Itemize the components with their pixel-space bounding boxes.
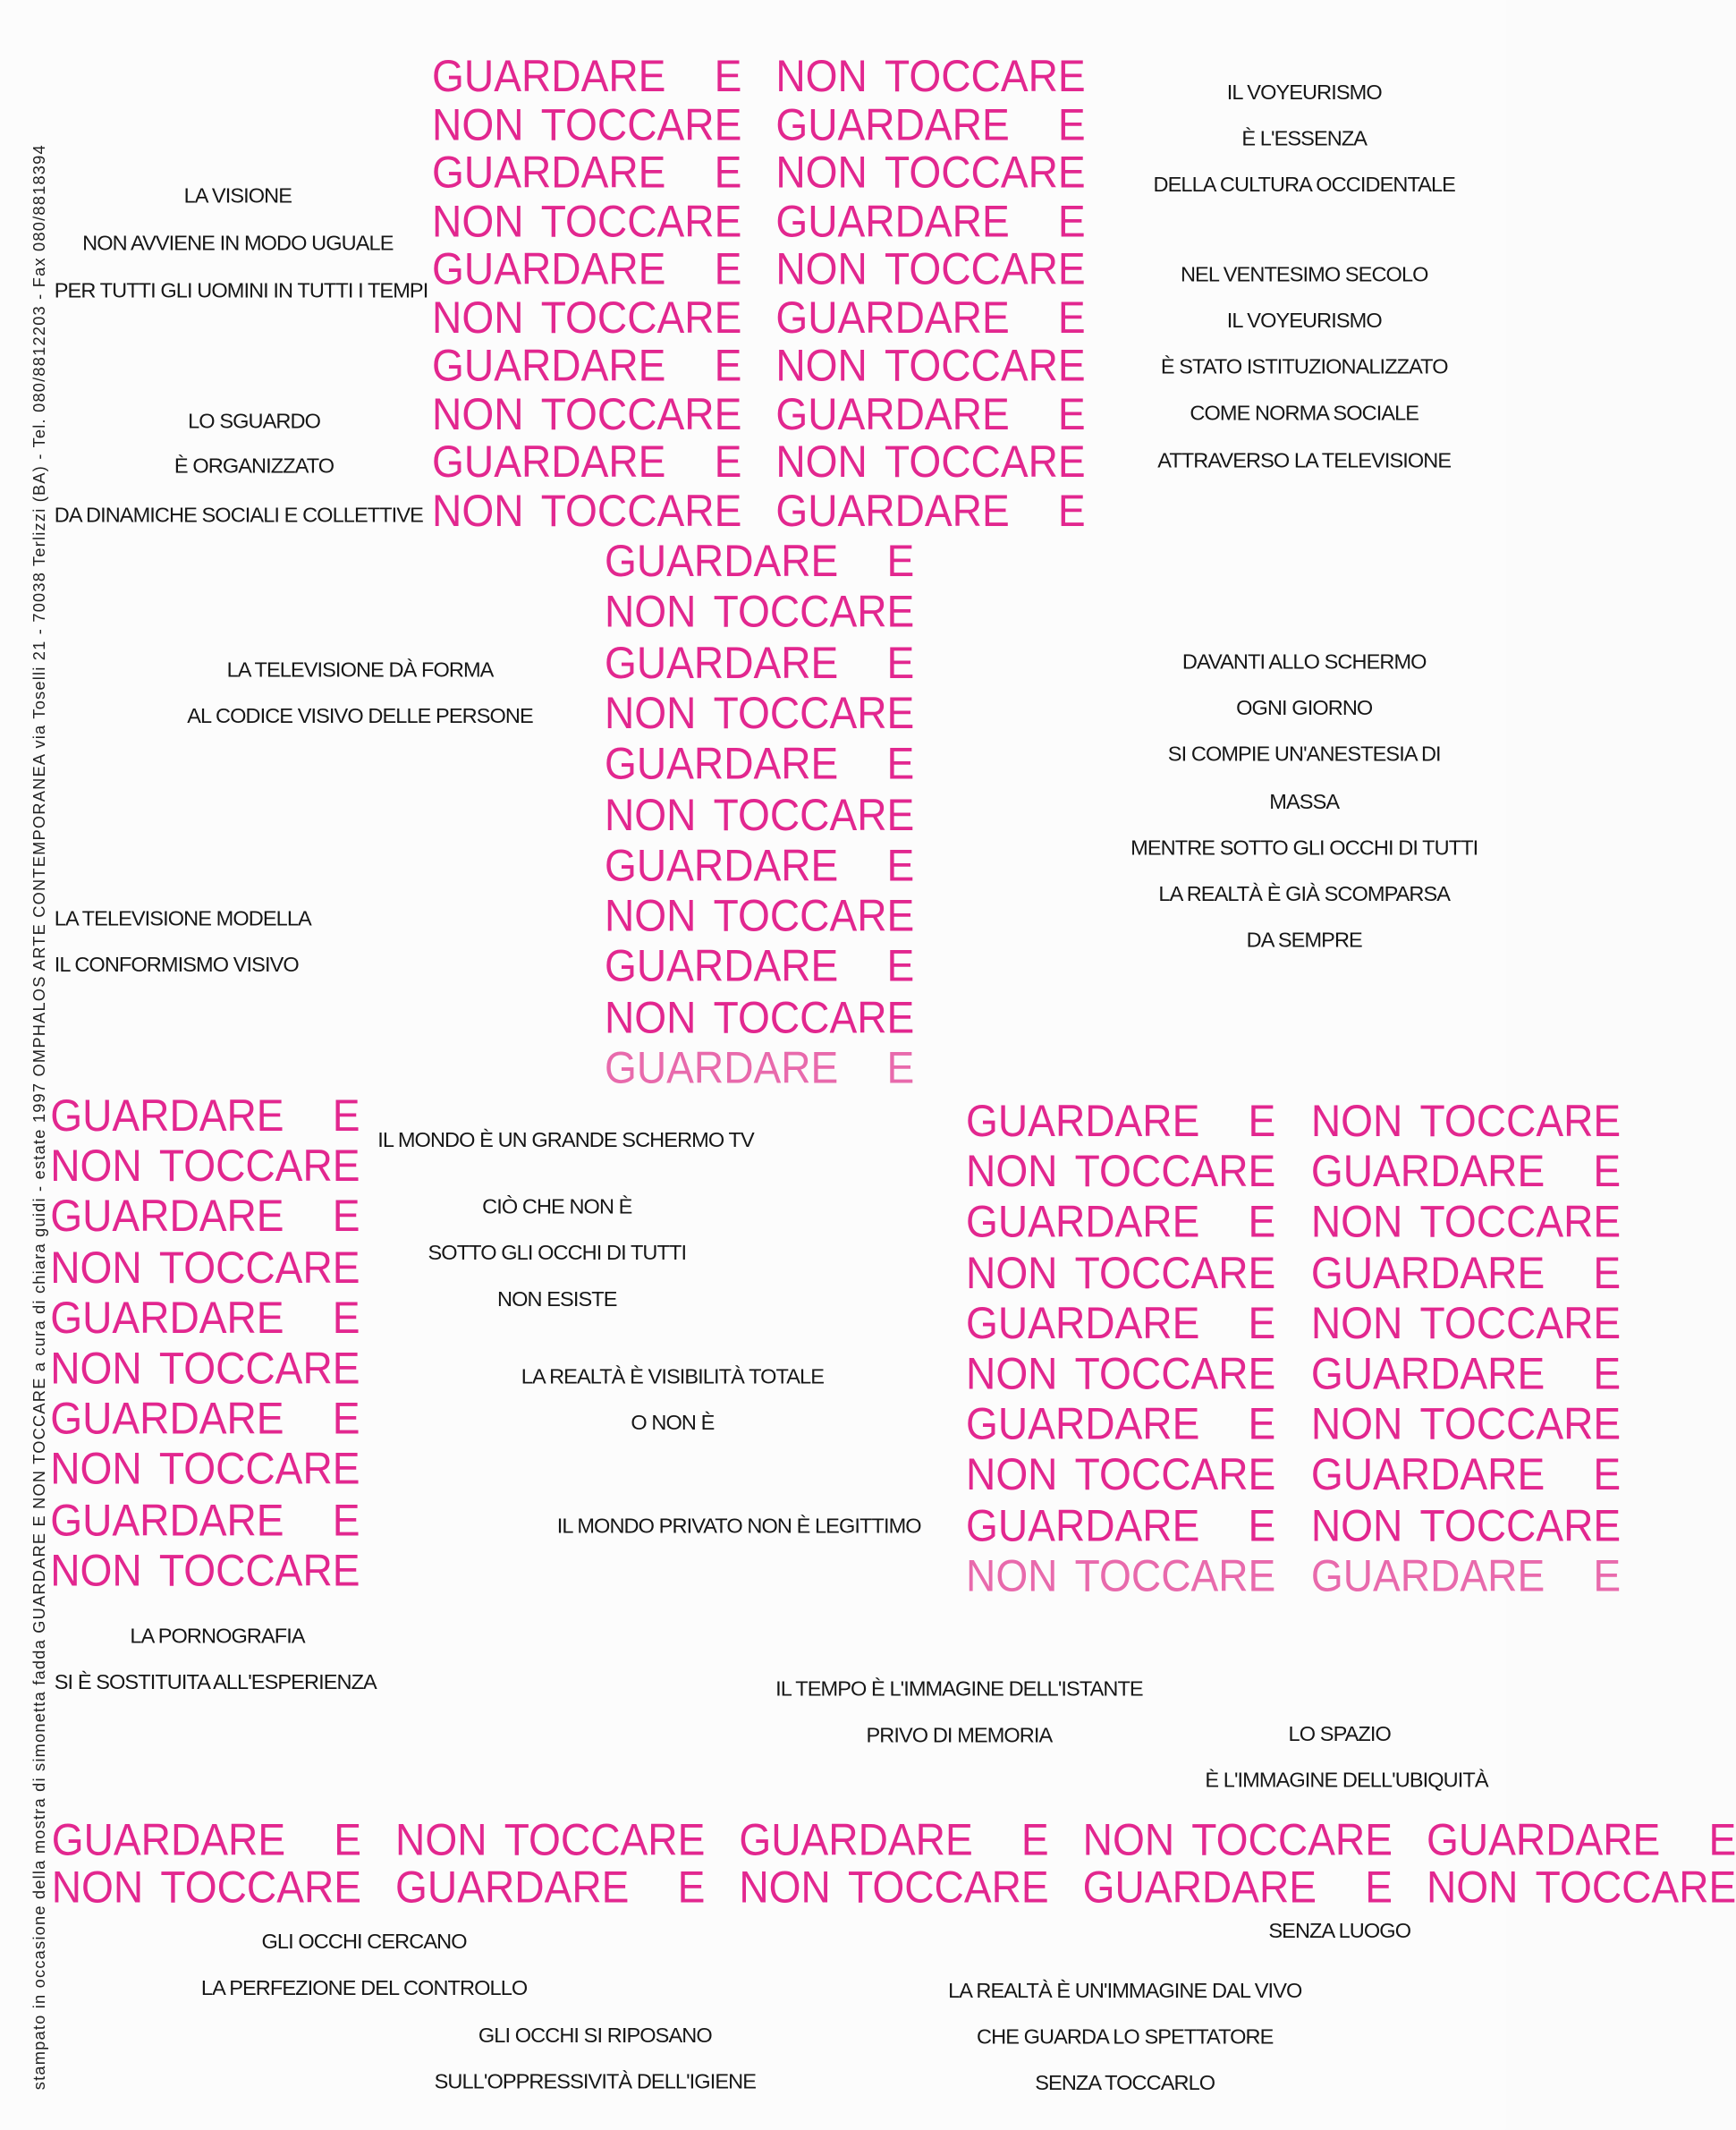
- phrase-word: E: [1593, 1549, 1622, 1601]
- phrase-word: E: [1248, 1499, 1276, 1550]
- phrase-word: E: [332, 1393, 360, 1444]
- phrase-word: NON: [50, 1241, 142, 1292]
- phrase-non-toccare: [432, 387, 742, 438]
- phrase-word: E: [334, 1813, 362, 1865]
- phrase-word: GUARDARE: [432, 147, 666, 198]
- phrase-word: TOCCARE: [158, 1544, 360, 1595]
- phrase-guardare-e: [966, 1095, 1276, 1146]
- phrase-word: TOCCARE: [158, 1241, 360, 1292]
- phrase-guardare-e: [775, 291, 1086, 343]
- phrase-non-toccare: [604, 890, 915, 941]
- phrase-word: GUARDARE: [1310, 1347, 1545, 1399]
- phrase-word: NON: [1082, 1813, 1175, 1865]
- phrase-word: GUARDARE: [604, 738, 839, 789]
- phrase-word: NON: [432, 194, 524, 246]
- text-spazio: LO SPAZIO: [1288, 1723, 1391, 1746]
- phrase-non-toccare: [739, 1862, 1049, 1913]
- phrase-word: GUARDARE: [775, 194, 1010, 246]
- phrase-guardare-e: [604, 535, 915, 586]
- phrase-word: E: [1057, 484, 1086, 535]
- phrase-word: E: [1248, 1297, 1276, 1348]
- phrase-word: E: [1593, 1448, 1622, 1500]
- phrase-word: NON: [966, 1246, 1058, 1298]
- text-attraverso: ATTRAVERSO LA TELEVISIONE: [1157, 449, 1452, 473]
- phrase-word: GUARDARE: [604, 535, 839, 586]
- phrase-word: E: [1248, 1095, 1276, 1146]
- text-memoria: PRIVO DI MEMORIA: [866, 1724, 1053, 1748]
- phrase-non-toccare: [775, 436, 1086, 487]
- text-ubiquita: È L'IMMAGINE DELL'UBIQUITÀ: [1205, 1769, 1488, 1793]
- phrase-word: NON: [775, 147, 868, 198]
- phrase-non-toccare: [1310, 1196, 1622, 1247]
- text-tempo: IL TEMPO È L'IMMAGINE DELL'ISTANTE: [775, 1677, 1143, 1701]
- phrase-word: GUARDARE: [775, 484, 1010, 535]
- phrase-word: GUARDARE: [1426, 1813, 1661, 1865]
- phrase-non-toccare: [395, 1813, 706, 1865]
- phrase-guardare-e: [739, 1813, 1049, 1865]
- phrase-word: TOCCARE: [1074, 1246, 1276, 1298]
- text-perfezione: LA PERFEZIONE DEL CONTROLLO: [200, 1977, 528, 2000]
- text-conformismo: IL CONFORMISMO VISIVO: [54, 954, 299, 978]
- phrase-word: TOCCARE: [1419, 1499, 1622, 1550]
- text-voyeurismo: IL VOYEURISMO: [1226, 81, 1382, 105]
- phrase-word: GUARDARE: [775, 387, 1010, 438]
- phrase-guardare-e: [604, 636, 915, 687]
- phrase-word: TOCCARE: [160, 1862, 362, 1913]
- phrase-word: E: [886, 839, 915, 890]
- phrase-word: E: [714, 339, 742, 390]
- phrase-word: GUARDARE: [432, 242, 666, 294]
- phrase-word: TOCCARE: [1191, 1813, 1393, 1865]
- phrase-word: GUARDARE: [50, 1393, 284, 1444]
- phrase-word: GUARDARE: [1310, 1549, 1545, 1601]
- phrase-word: NON: [432, 291, 524, 343]
- phrase-word: NON: [775, 50, 868, 101]
- phrase-non-toccare: [1310, 1398, 1622, 1449]
- phrase-word: TOCCARE: [713, 890, 915, 941]
- phrase-word: TOCCARE: [1419, 1398, 1622, 1449]
- text-istituzionalizzato: È STATO ISTITUZIONALIZZATO: [1160, 355, 1448, 379]
- phrase-word: TOCCARE: [1535, 1862, 1736, 1913]
- phrase-word: TOCCARE: [1419, 1196, 1622, 1247]
- phrase-guardare-e: [1082, 1862, 1393, 1913]
- text-cultura: DELLA CULTURA OCCIDENTALE: [1153, 174, 1455, 198]
- text-non-esiste: NON ESISTE: [497, 1288, 617, 1311]
- phrase-word: GUARDARE: [395, 1862, 630, 1913]
- phrase-word: E: [1365, 1862, 1393, 1913]
- text-senza-luogo: SENZA LUOGO: [1268, 1920, 1411, 1944]
- phrase-word: TOCCARE: [713, 991, 915, 1042]
- phrase-guardare-e: [966, 1499, 1276, 1550]
- phrase-word: E: [886, 636, 915, 687]
- phrase-word: GUARDARE: [966, 1196, 1200, 1247]
- phrase-non-toccare: [50, 1140, 360, 1191]
- phrase-word: E: [1708, 1813, 1736, 1865]
- phrase-guardare-e: [432, 50, 742, 101]
- text-organizzato: È ORGANIZZATO: [174, 454, 334, 479]
- phrase-word: TOCCARE: [885, 147, 1086, 198]
- phrase-guardare-e: [775, 194, 1086, 246]
- text-ogni-giorno: OGNI GIORNO: [1236, 697, 1373, 721]
- phrase-word: TOCCARE: [713, 788, 915, 839]
- phrase-word: GUARDARE: [1082, 1862, 1317, 1913]
- phrase-guardare-e: [775, 387, 1086, 438]
- phrase-word: GUARDARE: [966, 1398, 1200, 1449]
- phrase-word: TOCCARE: [1074, 1145, 1276, 1197]
- phrase-word: NON: [50, 1544, 142, 1595]
- text-voyeurismo-2: IL VOYEURISMO: [1226, 310, 1382, 334]
- phrase-word: GUARDARE: [50, 1191, 284, 1242]
- text-massa: MASSA: [1269, 791, 1340, 814]
- text-scomparsa: LA REALTÀ È GIÀ SCOMPARSA: [1158, 883, 1451, 907]
- text-da-sempre: DA SEMPRE: [1246, 929, 1362, 953]
- phrase-word: NON: [1310, 1499, 1403, 1550]
- phrase-guardare-e: [432, 339, 742, 390]
- text-davanti: DAVANTI ALLO SCHERMO: [1181, 650, 1427, 675]
- phrase-word: GUARDARE: [432, 50, 666, 101]
- phrase-non-toccare: [50, 1342, 360, 1393]
- phrase-non-toccare: [966, 1246, 1276, 1298]
- phrase-word: NON: [50, 1342, 142, 1393]
- text-sostituita: SI È SOSTITUITA ALL'ESPERIENZA: [54, 1671, 377, 1695]
- phrase-word: E: [1593, 1246, 1622, 1298]
- phrase-word: TOCCARE: [540, 291, 742, 343]
- text-non-avviene: NON AVVIENE IN MODO UGUALE: [82, 232, 394, 256]
- phrase-non-toccare: [1310, 1499, 1622, 1550]
- phrase-guardare-e: [432, 242, 742, 294]
- phrase-word: GUARDARE: [966, 1499, 1200, 1550]
- phrase-word: NON: [775, 339, 868, 390]
- text-dinamiche: DA DINAMICHE SOCIALI E COLLETTIVE: [54, 504, 423, 528]
- phrase-guardare-e: [1310, 1145, 1622, 1197]
- phrase-word: E: [886, 940, 915, 991]
- phrase-non-toccare: [775, 147, 1086, 198]
- phrase-word: TOCCARE: [1419, 1095, 1622, 1146]
- phrase-word: NON: [1426, 1862, 1519, 1913]
- phrase-guardare-e: [1310, 1448, 1622, 1500]
- phrase-guardare-e: [50, 1292, 360, 1343]
- text-visione: LA VISIONE: [183, 184, 292, 208]
- phrase-word: NON: [739, 1862, 831, 1913]
- phrase-word: E: [332, 1292, 360, 1343]
- phrase-guardare-e: [1310, 1246, 1622, 1298]
- phrase-word: NON: [966, 1549, 1058, 1601]
- phrase-non-toccare: [966, 1347, 1276, 1399]
- phrase-word: NON: [432, 98, 524, 149]
- phrase-word: E: [1057, 291, 1086, 343]
- phrase-word: E: [886, 738, 915, 789]
- phrase-word: E: [1248, 1196, 1276, 1247]
- phrase-guardare-e: [1310, 1347, 1622, 1399]
- text-mondo-privato: IL MONDO PRIVATO NON È LEGITTIMO: [556, 1515, 921, 1539]
- text-tv-forma: LA TELEVISIONE DÀ FORMA: [226, 658, 494, 683]
- phrase-non-toccare: [432, 484, 742, 535]
- phrase-guardare-e: [432, 147, 742, 198]
- phrase-word: GUARDARE: [50, 1494, 284, 1545]
- phrase-non-toccare: [966, 1145, 1276, 1197]
- phrase-non-toccare: [432, 98, 742, 149]
- phrase-word: E: [1057, 98, 1086, 149]
- phrase-word: E: [886, 1042, 915, 1093]
- phrase-word: TOCCARE: [540, 194, 742, 246]
- phrase-guardare-e: [432, 436, 742, 487]
- phrase-word: NON: [1310, 1297, 1403, 1348]
- text-igiene: SULL'OPPRESSIVITÀ DELL'IGIENE: [434, 2070, 757, 2094]
- phrase-word: NON: [1310, 1095, 1403, 1146]
- phrase-word: NON: [966, 1145, 1058, 1197]
- phrase-word: TOCCARE: [1074, 1448, 1276, 1500]
- text-pornografia: LA PORNOGRAFIA: [130, 1625, 305, 1649]
- phrase-word: NON: [966, 1347, 1058, 1399]
- phrase-word: E: [1593, 1347, 1622, 1399]
- phrase-non-toccare: [966, 1448, 1276, 1500]
- phrase-word: E: [1057, 194, 1086, 246]
- phrase-non-toccare: [775, 339, 1086, 390]
- phrase-non-toccare: [50, 1544, 360, 1595]
- phrase-non-toccare: [966, 1549, 1276, 1601]
- phrase-word: TOCCARE: [540, 98, 742, 149]
- phrase-non-toccare: [604, 788, 915, 839]
- phrase-guardare-e: [775, 98, 1086, 149]
- phrase-word: TOCCARE: [885, 242, 1086, 294]
- phrase-word: GUARDARE: [739, 1813, 973, 1865]
- phrase-word: GUARDARE: [432, 339, 666, 390]
- phrase-guardare-e: [1310, 1549, 1622, 1601]
- phrase-word: E: [332, 1494, 360, 1545]
- phrase-word: GUARDARE: [1310, 1246, 1545, 1298]
- phrase-non-toccare: [604, 991, 915, 1042]
- phrase-word: NON: [50, 1443, 142, 1494]
- phrase-word: GUARDARE: [1310, 1145, 1545, 1197]
- phrase-non-toccare: [775, 242, 1086, 294]
- phrase-word: TOCCARE: [1074, 1347, 1276, 1399]
- phrase-word: TOCCARE: [885, 50, 1086, 101]
- text-mondo-schermo: IL MONDO È UN GRANDE SCHERMO TV: [377, 1129, 754, 1153]
- phrase-guardare-e: [50, 1393, 360, 1444]
- phrase-word: E: [1020, 1813, 1049, 1865]
- phrase-word: E: [1593, 1145, 1622, 1197]
- phrase-word: E: [1057, 387, 1086, 438]
- phrase-word: GUARDARE: [775, 98, 1010, 149]
- text-tv-modella: LA TELEVISIONE MODELLA: [54, 907, 311, 931]
- phrase-word: NON: [50, 1140, 142, 1191]
- phrase-word: GUARDARE: [775, 291, 1010, 343]
- phrase-non-toccare: [604, 586, 915, 637]
- phrase-non-toccare: [1310, 1095, 1622, 1146]
- phrase-word: NON: [1310, 1196, 1403, 1247]
- phrase-non-toccare: [1310, 1297, 1622, 1348]
- text-occhi-cercano: GLI OCCHI CERCANO: [261, 1931, 467, 1955]
- phrase-guardare-e: [604, 738, 915, 789]
- phrase-word: E: [332, 1090, 360, 1141]
- phrase-word: E: [677, 1862, 706, 1913]
- phrase-word: E: [714, 147, 742, 198]
- phrase-guardare-e: [395, 1862, 706, 1913]
- phrase-word: NON: [775, 436, 868, 487]
- phrase-word: TOCCARE: [885, 339, 1086, 390]
- phrase-word: E: [1248, 1398, 1276, 1449]
- phrase-word: GUARDARE: [604, 1042, 839, 1093]
- text-sguardo: LO SGUARDO: [188, 410, 320, 434]
- phrase-non-toccare: [1082, 1813, 1393, 1865]
- phrase-guardare-e: [604, 1042, 915, 1093]
- text-ventesimo: NEL VENTESIMO SECOLO: [1180, 263, 1428, 287]
- text-dal-vivo: LA REALTÀ È UN'IMMAGINE DAL VIVO: [948, 1980, 1302, 2004]
- phrase-guardare-e: [966, 1398, 1276, 1449]
- phrase-guardare-e: [775, 484, 1086, 535]
- phrase-guardare-e: [966, 1196, 1276, 1247]
- phrase-word: GUARDARE: [50, 1292, 284, 1343]
- text-visibilita: LA REALTÀ È VISIBILITÀ TOTALE: [521, 1365, 825, 1389]
- text-essenza: È L'ESSENZA: [1241, 127, 1368, 151]
- text-codice: AL CODICE VISIVO DELLE PERSONE: [187, 705, 533, 729]
- phrase-word: TOCCARE: [885, 436, 1086, 487]
- phrase-word: TOCCARE: [713, 687, 915, 738]
- phrase-word: GUARDARE: [432, 436, 666, 487]
- phrase-guardare-e: [1426, 1813, 1736, 1865]
- phrase-word: NON: [604, 788, 697, 839]
- phrase-word: NON: [432, 484, 524, 535]
- phrase-word: NON: [604, 890, 697, 941]
- phrase-guardare-e: [50, 1494, 360, 1545]
- text-occhi-riposano: GLI OCCHI SI RIPOSANO: [478, 2024, 712, 2049]
- phrase-non-toccare: [775, 50, 1086, 101]
- phrase-guardare-e: [966, 1297, 1276, 1348]
- phrase-guardare-e: [50, 1090, 360, 1141]
- phrase-word: NON: [604, 991, 697, 1042]
- phrase-word: GUARDARE: [51, 1813, 286, 1865]
- phrase-word: TOCCARE: [158, 1443, 360, 1494]
- phrase-word: NON: [395, 1813, 487, 1865]
- phrase-guardare-e: [604, 940, 915, 991]
- phrase-word: E: [332, 1191, 360, 1242]
- text-norma: COME NORMA SOCIALE: [1190, 402, 1419, 426]
- phrase-word: GUARDARE: [604, 839, 839, 890]
- text-mentre: MENTRE SOTTO GLI OCCHI DI TUTTI: [1131, 836, 1478, 861]
- phrase-word: NON: [51, 1862, 144, 1913]
- phrase-word: NON: [432, 387, 524, 438]
- phrase-word: E: [714, 242, 742, 294]
- phrase-non-toccare: [432, 194, 742, 246]
- phrase-word: TOCCARE: [540, 387, 742, 438]
- text-anestesia: SI COMPIE UN'ANESTESIA DI: [1167, 743, 1441, 767]
- phrase-word: E: [714, 50, 742, 101]
- phrase-word: GUARDARE: [604, 940, 839, 991]
- phrase-word: NON: [775, 242, 868, 294]
- text-per-tutti: PER TUTTI GLI UOMINI IN TUTTI I TEMPI: [54, 279, 428, 303]
- phrase-non-toccare: [51, 1862, 362, 1913]
- phrase-word: GUARDARE: [50, 1090, 284, 1141]
- phrase-word: GUARDARE: [604, 636, 839, 687]
- phrase-guardare-e: [50, 1191, 360, 1242]
- phrase-non-toccare: [50, 1241, 360, 1292]
- text-cio-che: CIÒ CHE NON È: [482, 1195, 632, 1219]
- phrase-guardare-e: [604, 839, 915, 890]
- text-spettatore: CHE GUARDA LO SPETTATORE: [977, 2025, 1274, 2049]
- phrase-word: TOCCARE: [504, 1813, 706, 1865]
- phrase-word: GUARDARE: [966, 1095, 1200, 1146]
- phrase-word: E: [714, 436, 742, 487]
- phrase-word: NON: [1310, 1398, 1403, 1449]
- text-sotto-occhi: SOTTO GLI OCCHI DI TUTTI: [428, 1242, 687, 1266]
- text-o-non-e: O NON È: [631, 1412, 715, 1436]
- phrase-word: TOCCARE: [848, 1862, 1049, 1913]
- phrase-non-toccare: [432, 291, 742, 343]
- phrase-non-toccare: [1426, 1862, 1736, 1913]
- phrase-word: TOCCARE: [713, 586, 915, 637]
- phrase-word: E: [886, 535, 915, 586]
- phrase-word: GUARDARE: [966, 1297, 1200, 1348]
- phrase-word: GUARDARE: [1310, 1448, 1545, 1500]
- phrase-word: TOCCARE: [540, 484, 742, 535]
- phrase-non-toccare: [604, 687, 915, 738]
- phrase-word: TOCCARE: [158, 1342, 360, 1393]
- phrase-word: TOCCARE: [158, 1140, 360, 1191]
- phrase-word: TOCCARE: [1074, 1549, 1276, 1601]
- phrase-guardare-e: [51, 1813, 362, 1865]
- phrase-word: NON: [604, 687, 697, 738]
- phrase-word: NON: [604, 586, 697, 637]
- colophon-vertical: stampato in occasione della mostra di simonetta fadda GUARDARE E NON TOCCARE a cura di chiara guidi - estate 1997 OMPHALOS ARTE CONTEMPORANEA via Toselli 21 - 70038 Terlizzi (BA) - Tel. 080/8812203 - Fax 080/8818394: [30, 144, 49, 2091]
- phrase-non-toccare: [50, 1443, 360, 1494]
- text-senza-toccarlo: SENZA TOCCARLO: [1035, 2072, 1215, 2096]
- phrase-word: TOCCARE: [1419, 1297, 1622, 1348]
- phrase-word: NON: [966, 1448, 1058, 1500]
